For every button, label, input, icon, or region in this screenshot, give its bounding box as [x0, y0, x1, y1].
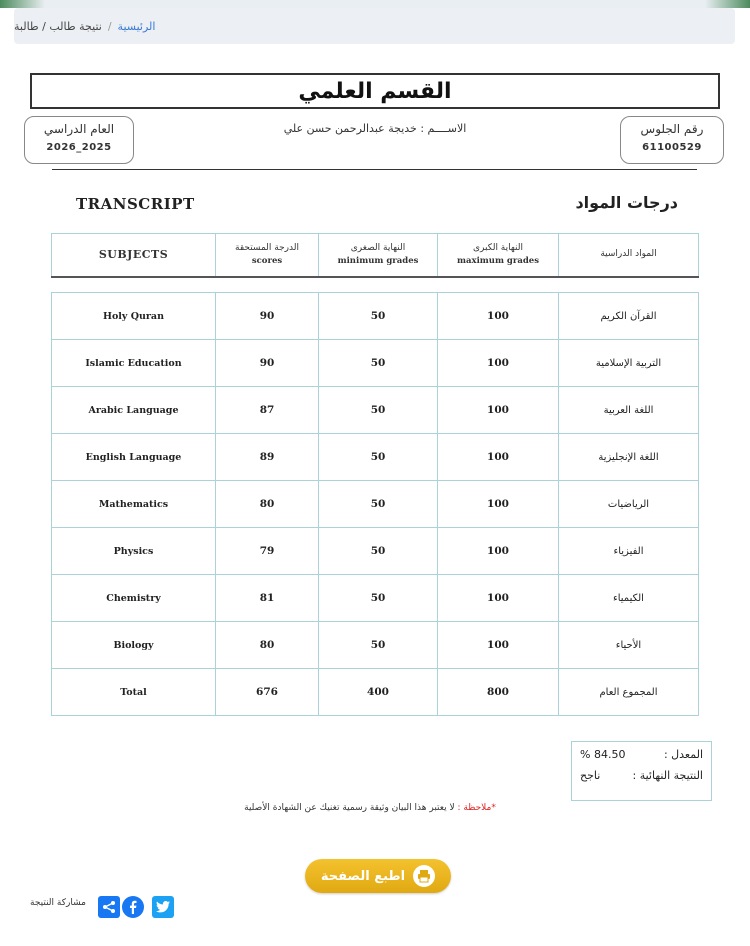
breadcrumb-home-link[interactable]: الرئيسية	[117, 19, 156, 33]
maximum-cell: 100	[438, 481, 559, 528]
academic-year-box	[24, 116, 134, 164]
score-cell: 90	[216, 293, 319, 340]
disclaimer-note	[150, 803, 590, 813]
maximum-cell: 100	[438, 293, 559, 340]
breadcrumb-separator: /	[107, 19, 112, 33]
note-prefix: *ملاحظة :	[457, 803, 496, 813]
header-scores: الدرجة المستحقة scores	[216, 234, 319, 278]
minimum-cell: 50	[319, 340, 438, 387]
subject-ar-cell: الرياضيات	[559, 481, 699, 528]
divider	[52, 169, 697, 170]
minimum-cell: 50	[319, 387, 438, 434]
final-result-label: النتيجة النهائية :	[632, 769, 703, 782]
score-cell: 676	[216, 669, 319, 716]
academic-year-value: 2026_2025	[46, 142, 112, 153]
minimum-cell: 50	[319, 622, 438, 669]
subject-ar-cell: اللغة الإنجليزية	[559, 434, 699, 481]
twitter-icon[interactable]	[152, 896, 174, 918]
maximum-cell: 100	[438, 387, 559, 434]
printer-icon	[413, 865, 435, 887]
score-cell: 80	[216, 622, 319, 669]
subject-en-cell: Chemistry	[52, 575, 216, 622]
header-subjects-en: SUBJECTS	[52, 234, 216, 278]
header-minimum: النهاية الصغرى minimum grades	[319, 234, 438, 278]
maximum-cell: 100	[438, 340, 559, 387]
table-row	[52, 481, 699, 528]
minimum-cell: 50	[319, 528, 438, 575]
subject-ar-cell: التربية الإسلامية	[559, 340, 699, 387]
table-row	[52, 387, 699, 434]
header-subjects-ar: المواد الدراسية	[559, 234, 699, 278]
seat-number-value: 61100529	[642, 142, 702, 153]
top-accent-bar	[0, 0, 750, 8]
maximum-cell: 800	[438, 669, 559, 716]
maximum-cell: 100	[438, 575, 559, 622]
grades-title: درجات المواد	[575, 193, 678, 212]
subject-en-cell: Islamic Education	[52, 340, 216, 387]
subject-en-cell: Mathematics	[52, 481, 216, 528]
score-cell: 89	[216, 434, 319, 481]
maximum-cell: 100	[438, 434, 559, 481]
minimum-cell: 50	[319, 575, 438, 622]
subject-en-cell: English Language	[52, 434, 216, 481]
minimum-cell: 400	[319, 669, 438, 716]
score-cell: 87	[216, 387, 319, 434]
breadcrumb-current: نتيجة طالب / طالبة	[14, 19, 102, 33]
department-title: القسم العلمي	[30, 73, 720, 109]
grades-table	[51, 292, 699, 716]
score-cell: 79	[216, 528, 319, 575]
seat-number-label: رقم الجلوس	[640, 122, 704, 136]
table-row	[52, 528, 699, 575]
student-name: الاســــم : خديجة عبدالرحمن حسن علي	[283, 122, 467, 135]
table-row	[52, 575, 699, 622]
subject-en-cell: Total	[52, 669, 216, 716]
subject-en-cell: Physics	[52, 528, 216, 575]
academic-year-label: العام الدراسي	[43, 122, 115, 136]
table-row	[52, 293, 699, 340]
seat-number-box	[620, 116, 724, 164]
minimum-cell: 50	[319, 434, 438, 481]
subject-en-cell: Biology	[52, 622, 216, 669]
header-maximum: النهاية الكبرى maximum grades	[438, 234, 559, 278]
subject-ar-cell: الفيزياء	[559, 528, 699, 575]
maximum-cell: 100	[438, 528, 559, 575]
share-result-label: مشاركة النتيجة	[30, 898, 86, 908]
result-summary	[571, 741, 712, 801]
score-cell: 81	[216, 575, 319, 622]
maximum-cell: 100	[438, 622, 559, 669]
subject-en-cell: Holy Quran	[52, 293, 216, 340]
facebook-icon[interactable]	[122, 896, 144, 918]
breadcrumb	[14, 8, 735, 44]
table-row	[52, 434, 699, 481]
average-value: % 84.50	[580, 748, 626, 761]
subject-ar-cell: الكيمياء	[559, 575, 699, 622]
grades-table-header	[51, 233, 699, 278]
note-text: لا يعتبر هذا البيان وثيقة رسمية تغنيك عن الشهادة الأصلية	[244, 803, 455, 813]
subject-ar-cell: اللغة العربية	[559, 387, 699, 434]
print-page-button[interactable]	[305, 859, 451, 893]
table-row	[52, 669, 699, 716]
subject-ar-cell: الأحياء	[559, 622, 699, 669]
score-cell: 80	[216, 481, 319, 528]
table-row	[52, 340, 699, 387]
subject-ar-cell: المجموع العام	[559, 669, 699, 716]
score-cell: 90	[216, 340, 319, 387]
minimum-cell: 50	[319, 293, 438, 340]
average-label: المعدل :	[663, 748, 703, 761]
subject-ar-cell: القرآن الكريم	[559, 293, 699, 340]
print-page-label: اطبع الصفحة	[320, 868, 406, 884]
minimum-cell: 50	[319, 481, 438, 528]
transcript-title: TRANSCRIPT	[76, 195, 195, 213]
subject-en-cell: Arabic Language	[52, 387, 216, 434]
final-result-value: ناجح	[580, 769, 601, 782]
table-row	[52, 622, 699, 669]
share-icon[interactable]	[98, 896, 120, 918]
